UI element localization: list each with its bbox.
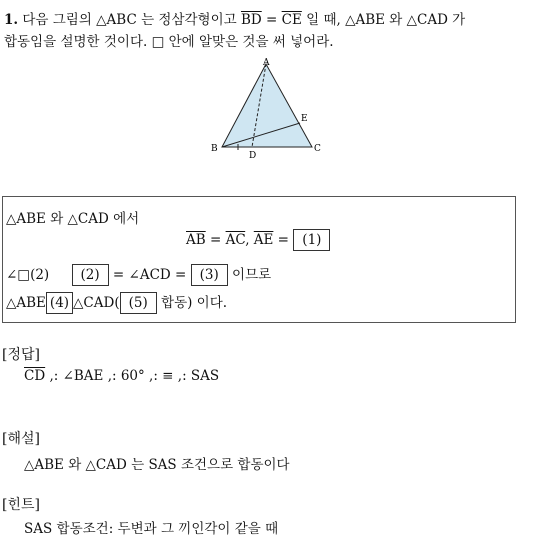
triangle-abc — [222, 64, 312, 147]
triangle-figure — [200, 55, 335, 163]
conclusion-text: 이므로 — [227, 267, 272, 283]
segment-bd: $\overline{BD}$ — [240, 12, 262, 28]
blank-2: (2) — [72, 264, 109, 286]
answer-text — [24, 368, 219, 384]
problem-line-1 — [4, 8, 465, 28]
hint-text: SAS 합동조건: 두변과 그 끼인각이 같을 때 — [24, 521, 279, 537]
angle-prefix: ∠□(2) — [6, 267, 50, 283]
label-e: E — [301, 114, 308, 124]
answer-values: ,: ∠BAE ,: 60° ,: ≡ ,: SAS — [45, 368, 220, 384]
segment-cd: $\overline{CD}$ — [24, 368, 46, 384]
triangle-cad: △CAD( — [73, 295, 120, 311]
proof-line-1: △ABE 와 △CAD 에서 — [6, 211, 140, 227]
explanation-title: [해설] — [2, 431, 40, 447]
label-d: D — [249, 151, 257, 161]
blank-3: (3) — [191, 264, 228, 286]
explanation-text: △ABE 와 △CAD 는 SAS 조건으로 합동이다 — [24, 457, 290, 473]
proof-line-4 — [6, 291, 227, 314]
triangle-abe: △ABE — [6, 295, 46, 311]
segment-ac: $\overline{AC}$ — [225, 232, 246, 248]
segment-ab: $\overline{AB}$ — [186, 232, 206, 248]
equals-sign: = — [205, 232, 226, 248]
problem-text: 일 때, △ABE 와 △CAD 가 — [301, 12, 466, 28]
problem-line-2: 합동임을 설명한 것이다. □ 안에 알맞은 것을 써 넣어라. — [4, 34, 334, 50]
segment-ae: $\overline{AE}$ — [253, 232, 274, 248]
label-c: C — [314, 144, 321, 154]
blank-5: (5) — [120, 292, 157, 314]
label-a: A — [263, 58, 270, 68]
segment-ce: $\overline{CE}$ — [281, 12, 302, 28]
label-b: B — [211, 144, 218, 154]
equals-sign: = — [273, 232, 294, 248]
hint-title: [힌트] — [2, 497, 40, 513]
answer-title: [정답] — [2, 347, 40, 363]
comma: , — [245, 232, 254, 248]
proof-line-3 — [6, 263, 271, 286]
angle-equation: = ∠ACD = — [108, 267, 191, 283]
blank-4: (4) — [46, 292, 73, 314]
congruence-text: 합동) 이다. — [156, 295, 228, 311]
problem-text: 다음 그림의 △ABC 는 정삼각형이고 — [22, 12, 241, 28]
equals-sign: = — [261, 12, 282, 28]
blank-1: (1) — [293, 229, 330, 251]
proof-line-2 — [186, 229, 330, 251]
problem-number: 1. — [4, 12, 19, 28]
